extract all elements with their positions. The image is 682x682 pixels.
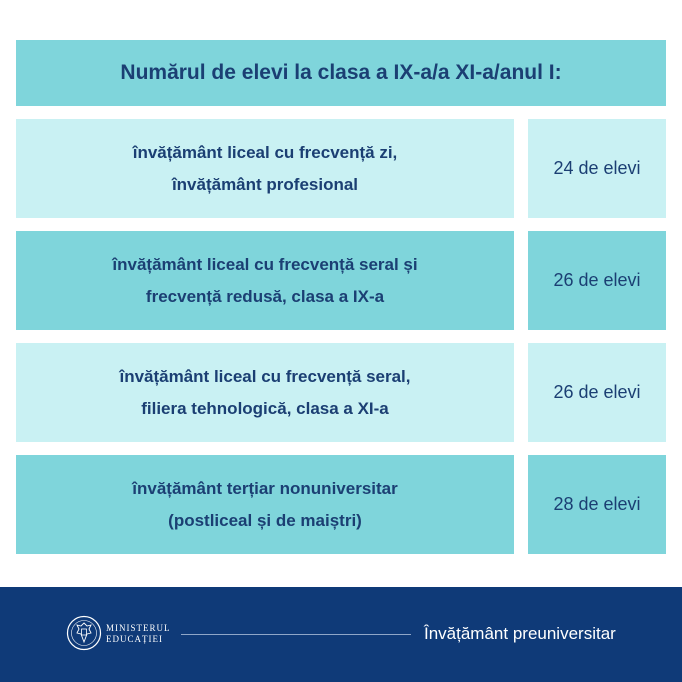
footer-divider	[181, 634, 411, 635]
row-description-line: (postliceal și de maiștri)	[168, 510, 362, 530]
table-row	[16, 119, 666, 218]
footer-bar	[0, 587, 682, 682]
ministry-logo-text	[106, 623, 171, 645]
footer-tagline: Învățământ preuniversitar	[424, 624, 616, 643]
row-description	[16, 343, 514, 442]
logo-line: EDUCAȚIEI	[106, 634, 163, 644]
row-description-line: filiera tehnologică, clasa a XI-a	[141, 398, 389, 418]
table-title: Numărul de elevi la clasa a IX-a/a XI-a/anul I:	[120, 61, 562, 84]
row-value	[528, 343, 666, 442]
row-value-text: 28 de elevi	[553, 494, 641, 514]
row-value	[528, 119, 666, 218]
logo-line: MINISTERUL	[106, 623, 171, 633]
row-value-text: 26 de elevi	[553, 382, 641, 402]
row-description-line: învățământ liceal cu frecvență seral,	[119, 366, 411, 386]
row-description	[16, 455, 514, 554]
row-description-line: frecvență redusă, clasa a IX-a	[145, 286, 385, 306]
row-value	[528, 231, 666, 330]
row-description-line: învățământ liceal cu frecvență seral și	[112, 254, 418, 274]
table-header	[16, 40, 666, 106]
row-value	[528, 455, 666, 554]
row-description	[16, 119, 514, 218]
table-row	[16, 231, 666, 330]
ministry-crest-icon	[66, 615, 102, 651]
row-value-text: 26 de elevi	[553, 270, 641, 290]
row-description-line: învățământ profesional	[171, 174, 359, 194]
row-description-line: învățământ liceal cu frecvență zi,	[132, 142, 398, 162]
table-row	[16, 343, 666, 442]
row-description-line: învățământ terțiar nonuniversitar	[132, 478, 398, 498]
row-value-text: 24 de elevi	[553, 158, 641, 178]
row-description	[16, 231, 514, 330]
table-row	[16, 455, 666, 554]
